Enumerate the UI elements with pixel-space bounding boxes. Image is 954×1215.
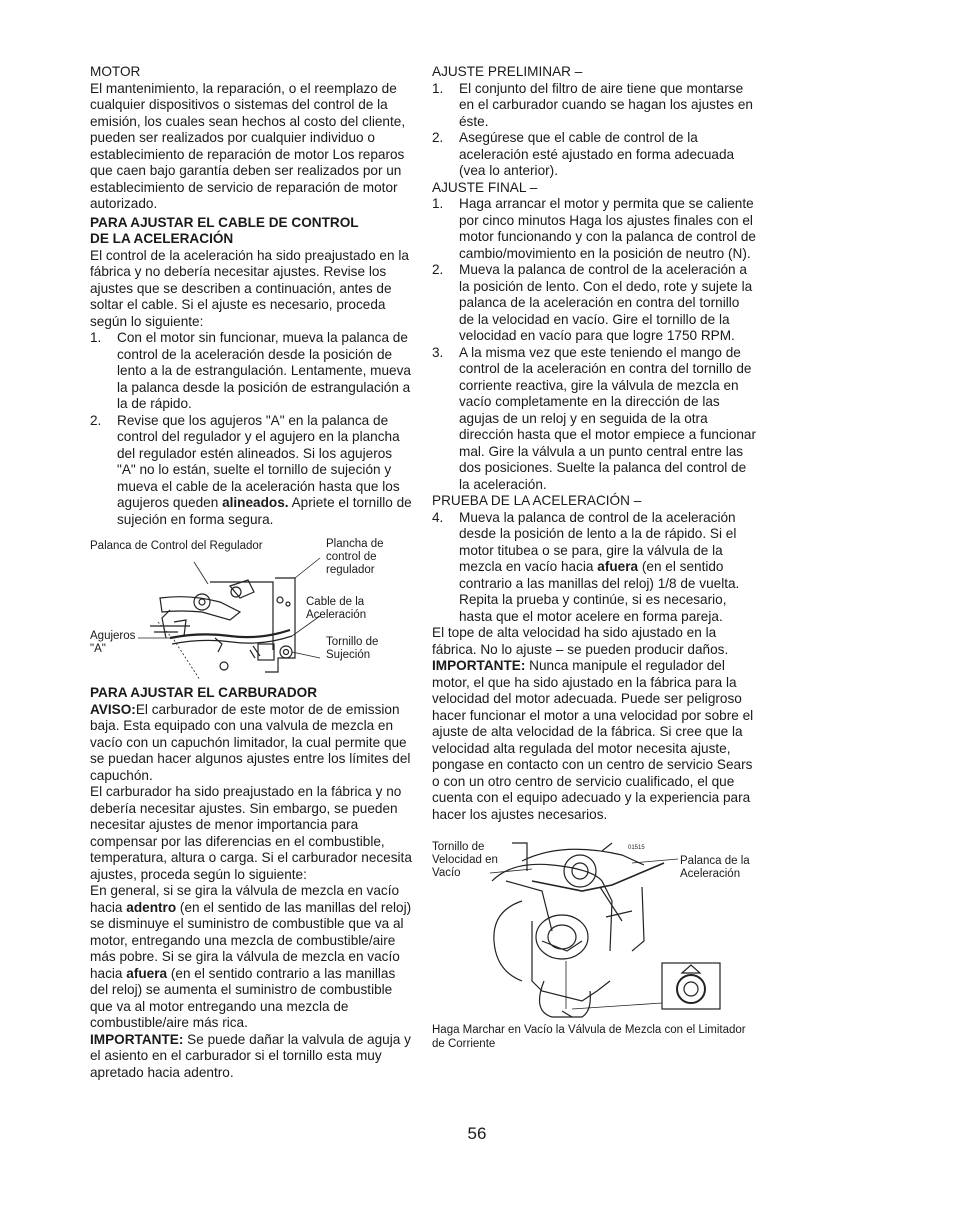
- figure-code: 01515: [628, 845, 645, 851]
- throttle-cable-label: Cable de la Aceleración: [306, 596, 367, 621]
- final-step-2: 2. Mueva la palanca de control de la aceleración a la posición de lento. Con el dedo, rote y sujete la palanca de la aceleración en contra del tornillo de la velocidad en vacío. Gire el tornillo de la velocidad en vacío para que logre 1750 RPM.: [432, 262, 753, 343]
- idle-screw-label: Tornillo de Velocidad en Vacío: [432, 841, 498, 879]
- importante-right: IMPORTANTE: Nunca manipule el regulador del motor, el que ha sido ajustado en la fábrica para la velocidad del motor adecuada. Puede ser peligroso hacer funcionar el motor a una velocidad por sobre el ajuste de alta velocidad de la fábrica. Si cree que la velocidad alta regulada del motor necesita ajuste, pongase en contacto con un centro de servicio Sears o con un otro centro de servicio cualificado, el que cuenta con el equipo adecuado y la experiencia para hacer los ajustes necesarios.: [432, 658, 754, 822]
- prelim-step-2: 2. Asegúrese que el cable de control de la aceleración esté ajustado en forma adecuada (vea lo anterior).: [432, 130, 735, 178]
- holes-a-label: Agujeros "A": [90, 630, 136, 655]
- cable-step-1: 1. Con el motor sin funcionar, mueva la palanca de control de la aceleración desde la posición de lento a la de estrangulación. Lentamente, mueva la palanca desde la posición de estrangulación a la de rápido.: [90, 330, 411, 411]
- motor-heading: MOTOR: [90, 64, 141, 79]
- final-step-3: 3. A la misma vez que este teniendo el mango de control de la aceleración en contra del tornillo de corriente reactiva, gire la válvula de mezcla en vacío completamente en la dirección de las agujas de un reloj y en seguida de la otra dirección hasta que el motor empiece a funcionar mal. Gire la válvula a un punto central entre las dos posiciones. Suelte la palanca del control de la aceleración.: [432, 344, 756, 492]
- cable-heading-line2: DE LA ACELERACIÓN: [90, 231, 234, 246]
- carburetor-paragraph-3: En general, si se gira la válvula de mezcla en vacío hacia adentro (en el sentido de las manillas del reloj) se disminuye el suministro de combustible que va al motor, entregando una mezcla de combustible/aire más pobre. Si se gira la válvula de mezcla en vacío hacia afuera (en el sentido contrario a las manillas del reloj) se aumenta el suministro de combustible que va al motor entregando una mezcla de combustible/aire más rica.: [90, 883, 412, 1030]
- carburetor-caption: Haga Marchar en Vacío la Válvula de Mezcla con el Limitador de Corriente: [432, 1024, 746, 1050]
- final-step-1: 1. Haga arrancar el motor y permita que se caliente por cinco minutos Haga los ajustes finales con el motor funcionando y con la palanca de control de cambio/movimiento en la posición de neutro (N).: [432, 196, 756, 261]
- prelim-step-1: 1. El conjunto del filtro de aire tiene que montarse en el carburador cuando se hagan los ajustes en éste.: [432, 80, 753, 129]
- clamp-screw-label: Tornillo de Sujeción: [326, 636, 379, 661]
- importante-left: IMPORTANTE: Se puede dañar la valvula de aguja y el asiento en el carburador si el tornillo esta muy apretado hacia adentro.: [90, 1031, 411, 1080]
- governor-lever-label: Palanca de Control del Regulador: [90, 540, 263, 552]
- right-column: [432, 64, 758, 1051]
- test-heading: PRUEBA DE LA ACELERACIÓN –: [432, 493, 642, 508]
- left-column: [90, 64, 412, 1081]
- throttle-lever-label: Palanca de la Aceleración: [680, 855, 750, 880]
- governor-figure: [90, 540, 412, 683]
- high-speed-stop-paragraph: El tope de alta velocidad ha sido ajustado en la fábrica. No lo ajuste – se pueden producir daños.: [432, 625, 729, 657]
- test-step-4: 4. Mueva la palanca de control de la aceleración desde la posición de lento a la de rápido. Si el motor titubea o se para, gire la válvula de la mezcla en vacío hacia afuera (en el sentido contrario a las manillas del reloj) 1/8 de vuelta. Repita la prueba y continúe, si es necesario, hasta que el motor acelere en forma pareja.: [432, 509, 740, 624]
- final-heading: AJUSTE FINAL –: [432, 179, 538, 195]
- carburetor-paragraph-2: El carburador ha sido preajustado en la fábrica y no debería necesitar ajustes. Sin embargo, se pueden necesitar ajustes de menor importancia para compensar por las diferencias en el combustible, temperatura, altura o carga. Si el carburador necesita ajustes, proceda según lo siguiente:: [90, 784, 412, 882]
- carburetor-figure: [432, 841, 758, 1023]
- governor-plate-label: Plancha de control de regulador: [326, 538, 384, 576]
- cable-intro: El control de la aceleración ha sido preajustado en la fábrica y no debería necesitar ajustes. Revise los ajustes que se describen a continuación, antes de soltar el cable. Si el ajuste es necesario, proceda según lo siguiente:: [90, 247, 409, 329]
- cable-step-2: 2. Revise que los agujeros "A" en la palanca de control del regulador y el agujero en la plancha del regulador estén alineados. Si los agujeros "A" no lo están, suelte el tornillo de sujeción y mueva el cable de la aceleración hasta que los agujeros queden alineados. Apriete el tornillo de sujeción en forma segura.: [90, 412, 412, 527]
- carburetor-heading: PARA AJUSTAR EL CARBURADOR: [90, 685, 318, 700]
- preliminary-heading: AJUSTE PRELIMINAR –: [432, 64, 583, 79]
- aviso-paragraph: AVISO:El carburador de este motor de de emission baja. Esta equipado con una valvula de mezcla en vacío con un capuchón limitador, la cual permite que se puedan hacer algunos ajustes entre los límites del capuchón.: [90, 701, 411, 783]
- page-number: 56: [467, 1124, 487, 1143]
- motor-paragraph: El mantenimiento, la reparación, o el reemplazo de cualquier dispositivos o sistemas del control de la emisión, los cuales sean hechos al costo del cliente, pueden ser realizados por cualquier individuo o establecimiento de reparación de motor Los reparos que caen bajo garantía deben ser realizados por un establecimiento de servicio de reparación de motor autorizado.: [90, 80, 406, 211]
- cable-heading-line1: PARA AJUSTAR EL CABLE DE CONTROL: [90, 214, 359, 230]
